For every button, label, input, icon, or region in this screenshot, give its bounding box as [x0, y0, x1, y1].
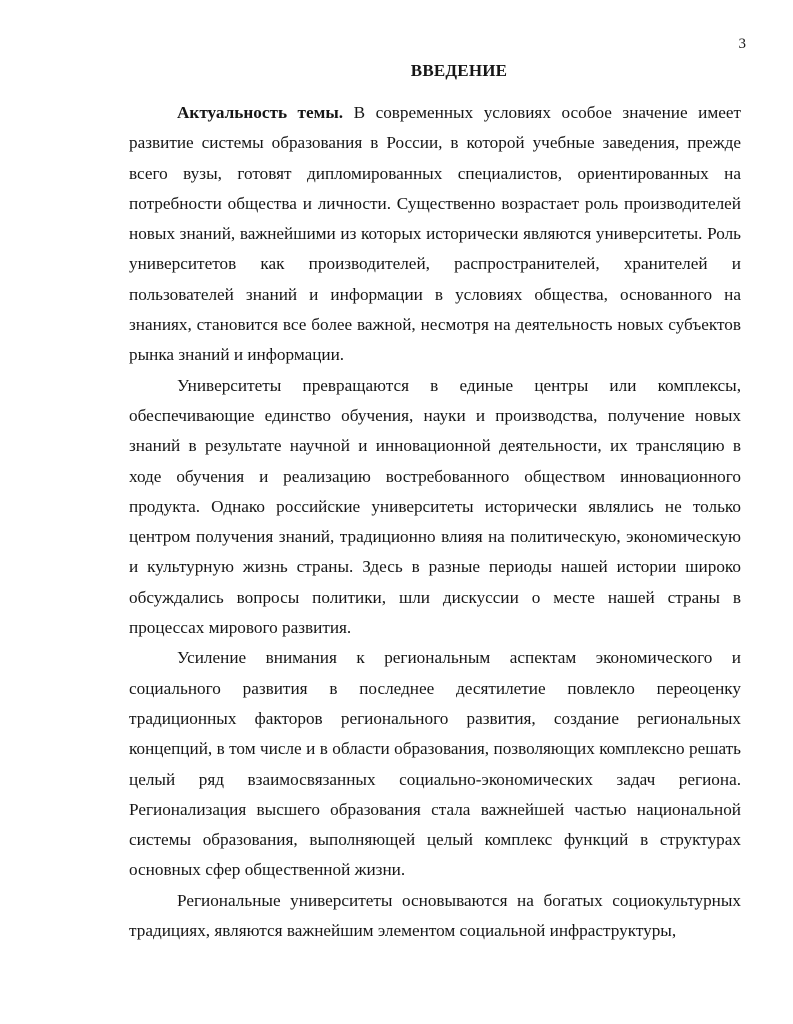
paragraph: [129, 371, 741, 644]
paragraph-text: Усиление внимания к региональным аспектам экономического и социального развития в последнее десятилетие повлекло переоценку традиционных факторов регионального развития, создание региональных концепций, в том числе и в области образования, позволяющих комплексно решать целый ряд взаимосвязанных социально-экономических задач региона. Регионализация высшего образования стала важнейшей частью национальной системы образования, выполняющей целый комплекс функций в структурах основных сфер общественной жизни.: [129, 648, 741, 880]
paragraph: [129, 886, 741, 947]
paragraph-lead-in: Актуальность темы.: [177, 103, 344, 122]
paragraph: [129, 98, 741, 371]
page-title: ВВЕДЕНИЕ: [410, 61, 508, 80]
page-number: 3: [738, 36, 746, 52]
document-body: [129, 98, 741, 946]
paragraph: [129, 643, 741, 885]
paragraph-text: Университеты превращаются в единые центры или комплексы, обеспечивающие единство обучения, науки и производства, получение новых знаний в результате научной и инновационной деятельности, их трансляцию в ходе обучения и реализацию востребованного обществом инновационного продукта. Однако российские университеты исторически являлись не только центром получения знаний, традиционно влияя на политическую, экономическую и культурную жизнь страны. Здесь в разные периоды нашей истории широко обсуждались вопросы политики, шли дискуссии о месте нашей страны в процессах мирового развития.: [129, 375, 741, 638]
paragraph-text: В современных условиях особое значение имеет развитие системы образования в России, в которой учебные заведения, прежде всего вузы, готовят дипломированных специалистов, ориентированных на потребности общества и личности. Существенно возрастает роль производителей новых знаний, важнейшими из которых исторически являются университеты. Роль университетов как производителей, распространителей, хранителей и пользователей знаний и информации в условиях общества, основанного на знаниях, становится все более важной, несмотря на деятельность новых субъектов рынка знаний и информации.: [129, 103, 741, 365]
paragraph-text: Региональные университеты основываются на богатых социокультурных традициях, являются важнейшим элементом социальной инфраструктуры,: [129, 890, 741, 941]
